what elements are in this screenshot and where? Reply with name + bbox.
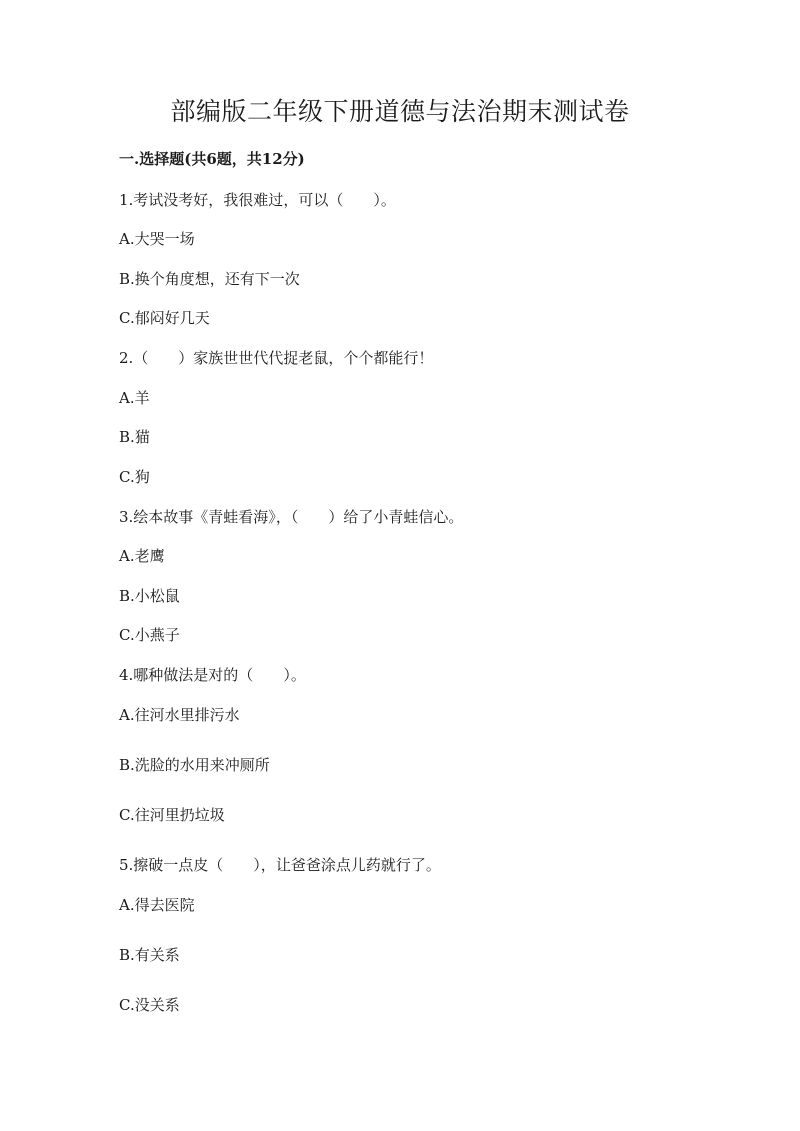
option-3a: A.老鹰 bbox=[119, 547, 165, 565]
option-3c: C.小燕子 bbox=[119, 626, 180, 644]
question-stem-2: 2.（ ）家族世世代代捉老鼠，个个都能行！ bbox=[119, 349, 434, 367]
question-stem-3: 3.绘本故事《青蛙看海》，（ ）给了小青蛙信心。 bbox=[119, 508, 464, 526]
page-title: 部编版二年级下册道德与法治期末测试卷 bbox=[170, 97, 630, 126]
option-2b: B.猫 bbox=[119, 428, 150, 446]
option-5a: A.得去医院 bbox=[119, 896, 195, 914]
option-5b: B.有关系 bbox=[119, 946, 180, 964]
option-2a: A.羊 bbox=[119, 389, 150, 407]
option-4a: A.往河水里排污水 bbox=[119, 706, 240, 724]
option-1a: A.大哭一场 bbox=[119, 230, 195, 248]
question-stem-1: 1.考试没考好，我很难过，可以（ ）。 bbox=[119, 191, 396, 209]
option-4c: C.往河里扔垃圾 bbox=[119, 806, 225, 824]
option-3b: B.小松鼠 bbox=[119, 587, 180, 605]
option-5c: C.没关系 bbox=[119, 996, 180, 1014]
section-heading: 一.选择题(共6题，共12分) bbox=[119, 150, 305, 168]
question-stem-5: 5.擦破一点皮（ ），让爸爸涂点儿药就行了。 bbox=[119, 856, 441, 874]
option-1c: C.郁闷好几天 bbox=[119, 309, 210, 327]
option-1b: B.换个角度想，还有下一次 bbox=[119, 270, 300, 288]
question-stem-4: 4.哪种做法是对的（ ）。 bbox=[119, 666, 306, 684]
option-2c: C.狗 bbox=[119, 468, 150, 486]
option-4b: B.洗脸的水用来冲厕所 bbox=[119, 756, 270, 774]
